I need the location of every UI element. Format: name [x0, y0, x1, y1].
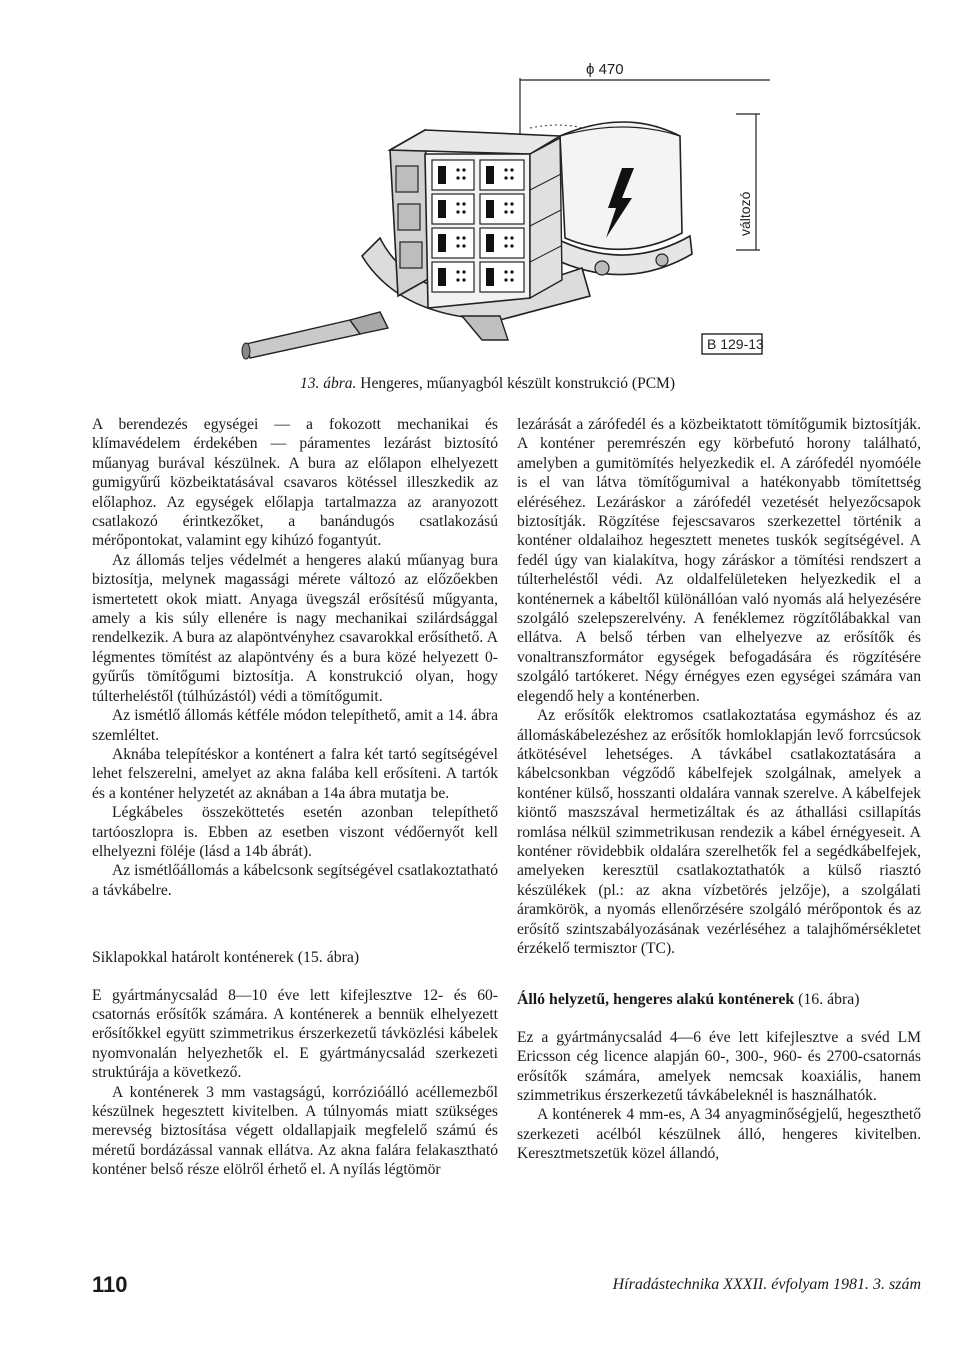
figure-code: B 129-13: [707, 336, 764, 352]
paragraph: E gyártmánycsalád 8—10 éve lett kifejlesztve 12- és 60-csatornás erősítők számára. A konténerek a bennük elhelyezett erősítőkkel együtt szimmetrikus érszerkezetű távközlési kábelek nyomvonalán helyezhetők el. E gyártmánycsalád szerkezeti struktúrája a következő.: [92, 986, 498, 1082]
right-column: [517, 415, 921, 1164]
paragraph: A berendezés egységei — a fokozott mechanikai és klímavédelem érdekében — páramentes lezárást biztosító műanyag burával készülnek. A bura az előlapon elhelyezett gumigyűrű közbeiktatásával csavaros kötéssel illeszkedik az előlaphoz. Az egységek előlapja tartalmazza az aranyozott csatlakozó érintkezőket, a banándugós csatlakozású mérőpontokat, valamint egy kihúzó fogantyút.: [92, 416, 498, 550]
caption-number: 13. ábra.: [300, 375, 357, 392]
figure-caption: [300, 374, 720, 394]
paragraph: Légkábeles összeköttetés esetén azonban telepíthető tartóoszlopra is. Ebben az esetben viszont védőernyőt kell elhelyezni föléje (lásd a 14b ábrát).: [92, 804, 498, 860]
journal-footer: Híradástechnika XXXII. évfolyam 1981. 3. szám: [612, 1276, 921, 1293]
page-number: 110: [92, 1272, 128, 1297]
paragraph: lezárását a zárófedél és a közbeiktatott tömítőgumik biztosítják. A konténer peremrészén egy körbefutó horony található, amelyben a gumitömítés helyezkedik el. A zárófedél nyomóéle is el van látva tömítőgumival a hatékonyabb tömítettség eléréséhez. Lezáráskor a zárófedél vezetését helyezőcsapok biztosítják. Rögzítése fejescsavaros szerkezettel történik a konténer oldalaihoz hegesztett menetes tuskók segítségével. A fedél úgy van kialakítva, hogy záráskor a tömítési rendszert a túlterheléstől védi. Az oldalfelületeken helyezkedik el a konténernek a kábeltől különállóan való nyomás alá helyezésére szolgáló szelepszerelvény. A fenéklemez rögzítőlábakkal van ellátva. A belső térben van elhelyezve az erősítők és vonaltranszformátor egységek befogadására és rögzítésére szolgáló tartókeret. Négy érnégyes ezen egységei számára van elegendő hely a konténerben.: [517, 416, 921, 705]
paragraph: Ez a gyártmánycsalád 4—6 éve lett kifejlesztve a svéd LM Ericsson cég licence alapján 60-, 300-, 960- és 2700-csatornás erősítők számára, amelyek nemcsak koaxiális, hanem szimmetrikus érszerkezetű távkábeleknél is használhatók.: [517, 1028, 921, 1104]
section-heading-bold: Álló helyzetű, hengeres alakú konténerek: [517, 991, 795, 1009]
section-heading: [517, 990, 921, 1009]
side-label: változó: [737, 191, 753, 236]
paragraph: Az ismétlő állomás kétféle módon telepíthető, amit a 14. ábra szemléltet.: [92, 707, 498, 744]
dimension-label: ϕ 470: [586, 61, 624, 78]
paragraph: Az erősítők elektromos csatlakoztatása egymáshoz és az állomáskábelezéshez az erősítők homloklapján levő forrcsúcsok átkötésével lehetséges. A távkábel csatlakoztatására a kábelcsonkban végződő kábelfejek szolgálnak, amelyek a konténer külső, hosszanti oldalára vannak szerelve. A kábelfejek kiöntő maszszával hermetizáltak és az áthallási csillapítás romlása nélkül szimmetrikusan rendezik a kábel érnégyeseit. A konténer rövidebbik oldalára szerelhetők fel a segédkábelfejek, amelyeken keresztül csatlakoztathatók a külső riasztó készülékek (pl.: az akna vízbetörés jelzője), a szolgálati áramkörök, a nyomás ellenőrzésére szolgáló mérőpontok és az erősítő szintszabályozásának vezérléséhez a talajhőmérsékletet érzékelő termisztor (TC).: [517, 707, 921, 957]
left-column: [92, 415, 498, 1180]
figure-13: [230, 58, 770, 370]
paragraph: Az állomás teljes védelmét a hengeres alakú műanyag bura biztosítja, melynek magassági mérete változó az előzőekben ismertetett okok miatt. Anyaga üvegszál erősítésű műgyanta, amely a kis súly ellenére is nagy mechanikai szilárdsággal rendelkezik. A bura az alapöntvényhez csavarokkal erősíthető. A légmentes tömítést az alapöntvény és a bura közé helyezett 0-gyűrűs tömítőgumi biztosítja. A konstrukció olyan, hogy túlterheléstől (túlhúzástól) védi a tömítőgumit.: [92, 551, 498, 705]
caption-text: Hengeres, műanyagból készült konstrukció (PCM): [360, 375, 675, 392]
paragraph: A konténerek 3 mm vastagságú, korrózióálló acéllemezből készülnek hegesztett kivitelben. A túlnyomás miatt szükséges merevség biztosítása végett oldallapjaik megfelelő számú és méretű bordázással vannak ellátva. Az akna falára felakasztható konténer belső része elölről érhető el. A nyílás légtömör: [92, 1083, 498, 1179]
section-heading: Siklapokkal határolt konténerek (15. ábra): [92, 949, 360, 967]
section-heading-rest: (16. ábra): [794, 991, 860, 1009]
paragraph: Az ismétlőállomás a kábelcsonk segítségével csatlakoztatható a távkábelre.: [92, 862, 498, 899]
pcm-container-illustration: [230, 58, 770, 370]
paragraph: A konténerek 4 mm-es, A 34 anyagminőségjelű, hegeszthető szerkezeti acélból készülnek álló, hengeres kivitelben. Keresztmetszetük közel állandó,: [517, 1106, 921, 1163]
paragraph: Aknába telepítéskor a konténert a falra két tartó segítségével lehet felszerelni, amelyet az akna falába kell erősíteni. A tartók és a konténer helyzetét az aknában a 14a ábra mutatja be.: [92, 745, 498, 802]
